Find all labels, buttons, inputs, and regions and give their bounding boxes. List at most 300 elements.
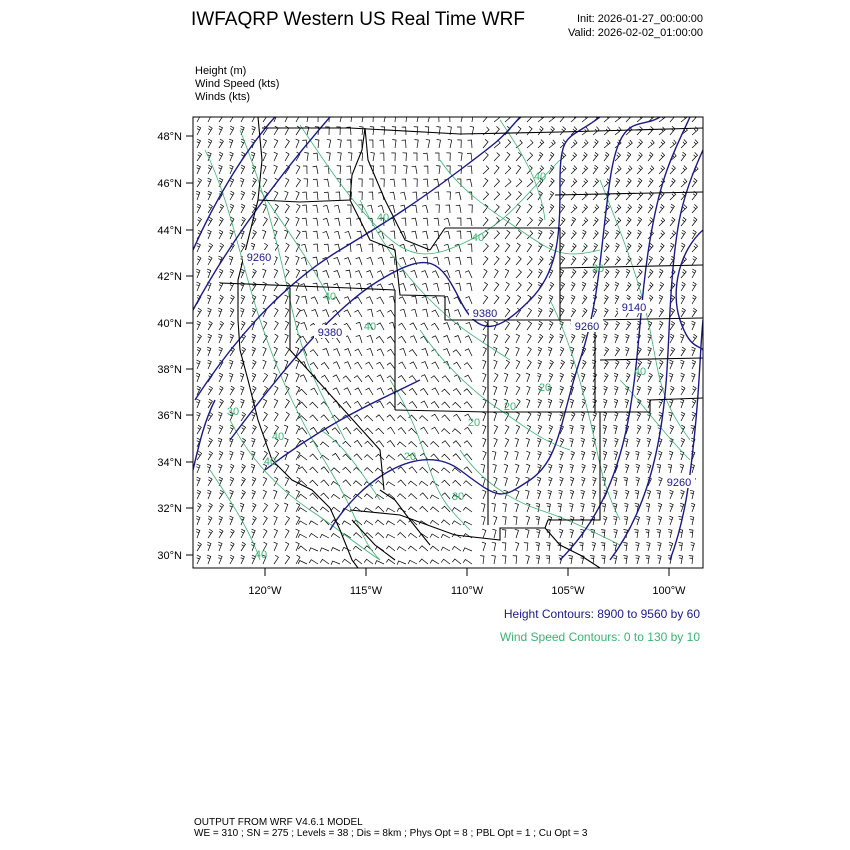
wind-barb	[526, 438, 530, 447]
wind-barb	[527, 269, 532, 278]
wind-barb	[420, 467, 429, 473]
wind-barb	[692, 399, 696, 408]
wind-barb	[546, 503, 550, 512]
wind-barb	[469, 114, 473, 123]
wind-barb	[582, 464, 586, 473]
wind-barb	[546, 543, 550, 552]
wind-barb	[560, 399, 564, 408]
wind-barb	[559, 529, 563, 538]
wind-barb	[516, 230, 521, 239]
wind-barb	[398, 323, 406, 330]
wind-barb	[331, 468, 340, 473]
wind-barb	[560, 347, 564, 356]
wind-speed-label: 40	[471, 232, 485, 244]
wind-barb	[296, 555, 300, 564]
wind-barb	[516, 152, 521, 161]
wind-barb	[364, 416, 373, 422]
wind-barb	[614, 529, 618, 538]
wind-barb	[263, 516, 267, 525]
wind-barb	[464, 389, 472, 395]
wind-speed-label: 40	[323, 291, 337, 303]
wind-barb	[452, 546, 461, 551]
wind-barb	[252, 178, 256, 187]
wind-barb	[252, 490, 256, 499]
wind-barb	[230, 464, 234, 473]
wind-barb	[659, 204, 664, 213]
wind-barb	[505, 295, 510, 304]
wind-barb	[515, 438, 519, 447]
wind-barb	[241, 165, 245, 174]
wind-barb	[524, 543, 528, 551]
wind-barb	[692, 334, 697, 343]
wind-barb	[334, 205, 340, 213]
wind-barb	[483, 295, 488, 304]
wind-barb	[668, 529, 672, 538]
wind-barb	[626, 334, 630, 343]
wind-barb	[431, 414, 439, 421]
wind-barb	[571, 256, 576, 265]
wind-barb	[366, 297, 373, 304]
wind-barb	[637, 386, 641, 395]
wind-barb	[493, 516, 497, 525]
wind-barb	[648, 178, 653, 187]
wind-barb	[457, 140, 461, 148]
wind-barb	[386, 521, 395, 525]
wind-barb	[313, 257, 318, 265]
wind-barb	[285, 113, 289, 122]
wind-barb	[636, 438, 640, 447]
wind-barb	[241, 191, 245, 200]
wind-barb	[614, 438, 618, 447]
wind-barb	[409, 467, 417, 473]
wind-barb	[505, 282, 509, 291]
wind-barb	[207, 269, 211, 278]
wind-barb	[483, 282, 488, 291]
wind-barb	[218, 308, 222, 317]
wind-barb	[285, 308, 289, 317]
wind-barb	[208, 113, 212, 122]
wind-barb	[516, 334, 520, 343]
wind-barb	[414, 127, 418, 135]
wind-barb	[321, 493, 329, 499]
wind-barb	[492, 542, 496, 551]
wind-barb	[549, 191, 554, 200]
wind-barb	[443, 336, 450, 344]
wind-barb	[603, 425, 607, 434]
wind-barb	[670, 231, 676, 240]
wind-barb	[365, 428, 373, 434]
wind-barb	[197, 139, 201, 148]
wind-barb	[458, 153, 462, 162]
wind-barb	[483, 347, 487, 356]
wind-barb	[251, 464, 255, 473]
wind-barb	[274, 334, 278, 343]
wind-barb	[197, 477, 201, 486]
wind-barb	[681, 308, 685, 317]
wind-barb	[526, 399, 530, 408]
wind-barb	[324, 192, 329, 200]
wind-barb	[538, 114, 544, 122]
wind-barb	[197, 321, 201, 330]
wind-barb	[331, 561, 340, 565]
wind-barb	[377, 349, 384, 356]
wind-barb	[219, 139, 223, 148]
wind-barb	[298, 561, 307, 565]
wind-barb	[387, 402, 395, 408]
wind-barb	[196, 399, 200, 408]
wind-barb	[400, 192, 406, 200]
wind-barb	[218, 412, 222, 421]
wind-barb	[483, 192, 489, 201]
wind-barb	[208, 360, 212, 369]
wind-barb	[494, 425, 498, 434]
wind-barb	[320, 507, 329, 512]
wind-barb	[648, 373, 652, 382]
wind-barb	[516, 179, 522, 187]
wind-barb	[310, 454, 318, 460]
wind-barb	[285, 529, 289, 538]
wind-barb	[681, 490, 685, 499]
wind-barb	[680, 399, 684, 408]
wind-barb	[505, 321, 510, 330]
wind-barb	[527, 334, 531, 343]
wind-barb	[637, 412, 641, 421]
wind-barb	[197, 152, 202, 161]
wind-barb	[657, 464, 661, 473]
wind-barb	[494, 165, 499, 174]
wind-barb	[296, 191, 300, 200]
wind-barb	[369, 140, 373, 148]
wind-barb	[593, 217, 598, 226]
wind-barb	[571, 230, 576, 239]
wind-barb	[483, 139, 488, 148]
wind-barb	[311, 388, 319, 395]
wind-barb	[549, 152, 554, 161]
wind-barb	[537, 490, 541, 499]
wind-barb	[412, 218, 418, 226]
wind-barb	[615, 360, 619, 369]
wind-barb	[301, 244, 307, 252]
wind-barb	[219, 503, 224, 512]
wind-barb	[453, 350, 461, 356]
wind-barb	[197, 412, 201, 421]
wind-barb	[613, 490, 617, 499]
wind-barb	[389, 296, 395, 304]
wind-barb	[420, 493, 428, 499]
wind-barb	[296, 269, 300, 278]
wind-barb	[453, 362, 461, 369]
wind-barb	[435, 153, 439, 161]
wind-barb	[197, 256, 201, 265]
wind-barb	[505, 114, 511, 122]
wind-barb	[465, 336, 472, 343]
lat-tick-46n: 46°N	[157, 178, 182, 190]
wind-barb	[311, 310, 318, 318]
wind-barb	[432, 388, 439, 395]
wind-speed-label: 30	[451, 491, 465, 503]
wind-barb	[296, 516, 300, 525]
wind-barb	[263, 425, 268, 434]
wind-barb	[581, 490, 585, 499]
wind-barb	[456, 283, 462, 291]
wind-barb	[548, 399, 552, 408]
wind-barb	[285, 438, 289, 447]
wind-barb	[613, 542, 617, 551]
wind-barb	[274, 269, 278, 278]
wind-barb	[582, 204, 588, 213]
wind-barb	[197, 490, 201, 499]
wind-barb	[208, 334, 212, 343]
wind-barb	[299, 428, 307, 434]
wind-barb	[604, 243, 609, 252]
wind-barb	[197, 555, 201, 564]
wind-barb	[313, 192, 318, 200]
wind-barb	[377, 401, 385, 408]
wind-barb	[637, 269, 642, 278]
wind-barb	[467, 257, 472, 265]
wind-barb	[692, 321, 696, 330]
wind-barb	[626, 373, 630, 382]
wind-barb	[670, 321, 675, 330]
wind-barb	[659, 127, 665, 135]
wind-barb	[494, 231, 500, 240]
wind-barb	[262, 165, 266, 174]
wind-barb	[516, 256, 521, 265]
wind-barb	[626, 230, 631, 239]
wind-barb	[313, 166, 318, 174]
wind-barb	[386, 534, 395, 538]
wind-barb	[354, 415, 362, 421]
wind-barb	[482, 425, 486, 434]
wind-barb	[298, 546, 307, 551]
wind-barb	[657, 529, 661, 538]
wind-barb	[208, 126, 212, 135]
wind-barb	[411, 309, 417, 317]
wind-barb	[453, 454, 461, 460]
lat-tick-42n: 42°N	[157, 271, 182, 283]
wind-barb	[197, 503, 201, 512]
wind-barb	[569, 425, 573, 434]
wind-barb	[670, 334, 674, 343]
wind-barb	[582, 308, 587, 317]
wind-barb	[516, 412, 520, 421]
wind-barb	[285, 269, 289, 278]
wind-barb	[218, 438, 222, 447]
wind-barb	[207, 347, 211, 356]
wind-barb	[455, 192, 461, 200]
wind-barb	[415, 113, 419, 122]
wind-barb	[624, 477, 628, 486]
wind-barb	[413, 192, 418, 200]
wind-barb	[364, 559, 373, 564]
wind-barb	[527, 217, 533, 226]
wind-barb	[604, 295, 608, 304]
wind-barb	[313, 205, 318, 213]
wind-barb	[218, 464, 222, 473]
wind-barb	[197, 360, 201, 369]
wind-barb	[326, 153, 330, 162]
wind-barb	[421, 401, 428, 408]
wind-barb	[442, 415, 450, 421]
wind-barb	[321, 415, 329, 421]
wind-barb	[569, 503, 573, 512]
wind-barb	[208, 243, 213, 252]
wind-barb	[570, 464, 574, 473]
wind-barb	[681, 152, 686, 161]
wind-barb	[515, 490, 519, 499]
wind-barb	[613, 516, 617, 525]
wind-barb	[309, 521, 318, 525]
wind-barb	[582, 166, 588, 175]
wind-barb	[446, 114, 450, 122]
wind-barb	[527, 243, 532, 252]
wind-barb	[625, 490, 629, 499]
wind-barb	[623, 543, 627, 552]
wind-barb	[241, 542, 245, 551]
wind-barb	[371, 152, 375, 161]
wind-barb	[400, 309, 406, 317]
wind-barb	[263, 529, 267, 538]
wind-barb	[636, 477, 640, 486]
wind-barb	[419, 546, 428, 551]
wind-barb	[443, 349, 450, 356]
wind-barb	[296, 308, 300, 317]
wind-barb	[207, 230, 211, 239]
wind-barb	[626, 243, 631, 252]
wind-barb	[582, 152, 587, 161]
wind-barb	[410, 362, 417, 369]
wind-barb	[494, 256, 499, 265]
wind-barb	[444, 231, 450, 239]
lon-tick-120w: 120°W	[248, 585, 282, 597]
wind-barb	[593, 191, 598, 200]
wind-barb	[505, 438, 509, 447]
wind-barb	[274, 555, 278, 564]
wind-barb	[364, 521, 373, 525]
wind-barb	[430, 560, 439, 564]
init-time: Init: 2026-01-27_00:00:00	[577, 13, 703, 25]
wind-barb	[571, 217, 576, 226]
wind-barb	[560, 230, 565, 239]
wind-barb	[197, 243, 201, 252]
wind-barb	[668, 464, 672, 473]
wind-barb	[197, 308, 201, 317]
wind-barb	[525, 529, 529, 538]
wind-barb	[604, 114, 610, 122]
wind-barb	[322, 310, 329, 317]
wind-barb	[430, 442, 439, 448]
wind-barb	[593, 205, 599, 214]
wind-barb	[274, 139, 278, 148]
wind-barb	[219, 490, 224, 499]
wind-barb	[493, 477, 497, 486]
wind-barb	[549, 282, 554, 291]
wind-barb	[504, 386, 508, 395]
wind-barb	[464, 441, 472, 447]
wind-barb	[296, 490, 300, 499]
wind-barb	[398, 467, 406, 473]
wind-barb	[690, 490, 694, 499]
wind-barb	[196, 464, 200, 473]
wind-barb	[452, 559, 461, 564]
wind-barb	[603, 412, 607, 421]
wind-barb	[347, 140, 351, 148]
wind-barb	[505, 425, 509, 434]
wind-barb	[670, 386, 674, 395]
wind-barb	[274, 503, 279, 512]
wind-barb	[580, 503, 584, 512]
wind-barb	[299, 389, 307, 395]
wind-barb	[571, 166, 577, 175]
wind-barb	[230, 295, 234, 304]
wind-barb	[377, 375, 384, 382]
wind-barb	[456, 205, 461, 213]
wind-barb	[229, 516, 233, 525]
wind-barb	[229, 360, 233, 369]
wind-barb	[367, 257, 373, 265]
wind-barb	[442, 389, 450, 395]
wind-barb	[467, 153, 472, 161]
wind-barb	[197, 204, 201, 213]
wind-barb	[408, 560, 417, 564]
wind-barb	[560, 386, 564, 395]
wind-barb	[527, 347, 531, 356]
wind-barb	[360, 113, 364, 122]
wind-barb	[483, 178, 488, 187]
wind-barb	[302, 205, 307, 213]
wind-barb	[592, 451, 596, 460]
wind-barb	[581, 451, 585, 460]
wind-barb	[304, 179, 308, 187]
wind-barb	[604, 321, 608, 330]
wind-barb	[391, 153, 395, 161]
wind-barb	[402, 140, 407, 148]
wind-barb	[219, 347, 223, 356]
wind-barb	[626, 166, 632, 174]
wind-barb	[392, 114, 396, 122]
wind-barb	[284, 230, 288, 239]
wind-barb	[452, 508, 461, 513]
wind-barb	[420, 506, 429, 512]
wind-barb	[560, 113, 565, 122]
wind-barb	[409, 402, 417, 409]
wind-barb	[624, 516, 628, 525]
wind-barb	[692, 152, 698, 161]
wind-barb	[463, 481, 472, 486]
field-label-wind-speed: Wind Speed (kts)	[195, 78, 280, 90]
wind-barb	[669, 542, 673, 551]
wind-barb	[196, 373, 200, 382]
wind-barb	[333, 362, 340, 369]
wind-barb	[263, 178, 267, 187]
valid-time: Valid: 2026-02-02_01:00:00	[568, 27, 703, 39]
wind-barb	[387, 310, 395, 317]
wind-barb	[284, 503, 288, 512]
wind-barb	[208, 178, 212, 187]
wind-barb	[505, 347, 509, 356]
wind-barb	[320, 442, 329, 447]
wind-barb	[526, 464, 530, 473]
wind-barb	[549, 360, 553, 369]
wind-barb	[252, 386, 256, 395]
wind-barb	[390, 192, 395, 200]
wind-barb	[285, 256, 289, 265]
wind-barb	[603, 464, 607, 473]
wind-barb	[505, 360, 510, 369]
wind-barb	[197, 542, 201, 551]
height-label: 9260	[666, 477, 692, 489]
wind-barb	[483, 152, 488, 161]
